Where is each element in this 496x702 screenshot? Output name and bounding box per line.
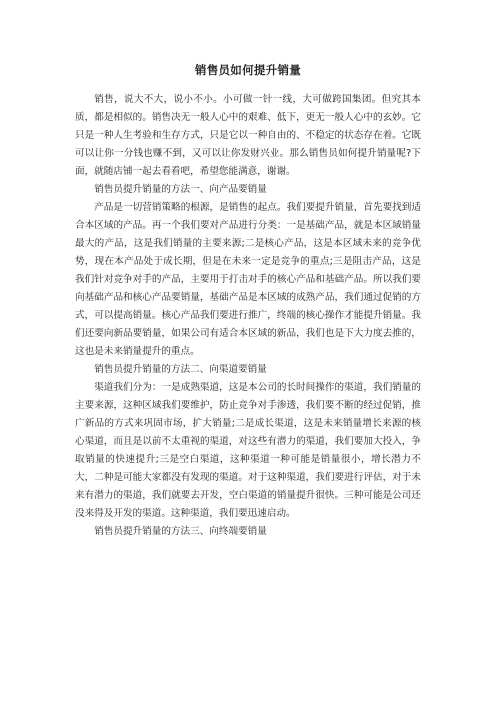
section-heading-product: 销售员提升销量的方法一、向产品要销量 [94, 184, 267, 195]
section-paragraph-product: 产品是一切营销策略的根源，是销售的起点。我们要提升销量，首先要找到适合本区域的产品。再一个我们要对产品进行分类：一是基础产品，就是本区域销量最大的产品，这是我们销量的主要来源;二是核心产品，这是本区域未来的竞争优势，现在本产品处于成长期，但是在未来一定是竞争的重点;三是阻击产品，这是我们针对竞争对手的产品，主要用于打击对手的核心产品和基础产品。所以我们要向基础产品和核心产品要销量，基础产品是本区域的成熟产品，我们通过促销的方式，可以提高销量。核心产品我们要进行推广，终端的核心操作才能提升销量。我们还要向新品要销量，如果公司有适合本区域的新品，我们也是下大力度去推的，这也是未来销量提升的重点。 [75, 202, 421, 357]
section-heading-channel: 销售员提升销量的方法二、向渠道要销量 [94, 364, 267, 375]
section-paragraph-channel: 渠道我们分为：一是成熟渠道，这是本公司的长时间操作的渠道，我们销量的主要来源，这种区域我们要维护，防止竞争对手渗透，我们要不断的经过促销，推广新品的方式来巩固市场，扩大销量;二是成长渠道，这是未来销量增长来源的核心渠道，而且是以前不太重视的渠道，对这些有潜力的渠道，我们要加大投入，争取销量的快速提升;三是空白渠道，这种渠道一种可能是销量很小，增长潜力不大，二种是可能大家都没有发现的渠道。对于这种渠道，我们要进行评估，对于未来有潜力的渠道，我们就要去开发，空白渠道的销量提升很快。三种可能是公司还没来得及开发的渠道。这种渠道，我们要迅速启动。 [75, 382, 421, 519]
intro-paragraph: 销售，说大不大，说小不小。小可做一针一线，大可做跨国集团。但究其本质，都是相似的。销售决无一般人心中的艰难、低下，更无一般人心中的玄妙。它只是一种人生考验和生存方式，只是它以一种自由的、不稳定的状态存在着。它既可以让你一分钱也赚不到，又可以让你发财兴业。那么销售员如何提升销量呢?下面，就随店铺一起去看看吧，希望您能满意，谢谢。 [75, 94, 421, 177]
document-title: 销售员如何提升销量 [194, 63, 302, 77]
section-heading-terminal: 销售员提升销量的方法三、向终端要销量 [94, 526, 267, 537]
